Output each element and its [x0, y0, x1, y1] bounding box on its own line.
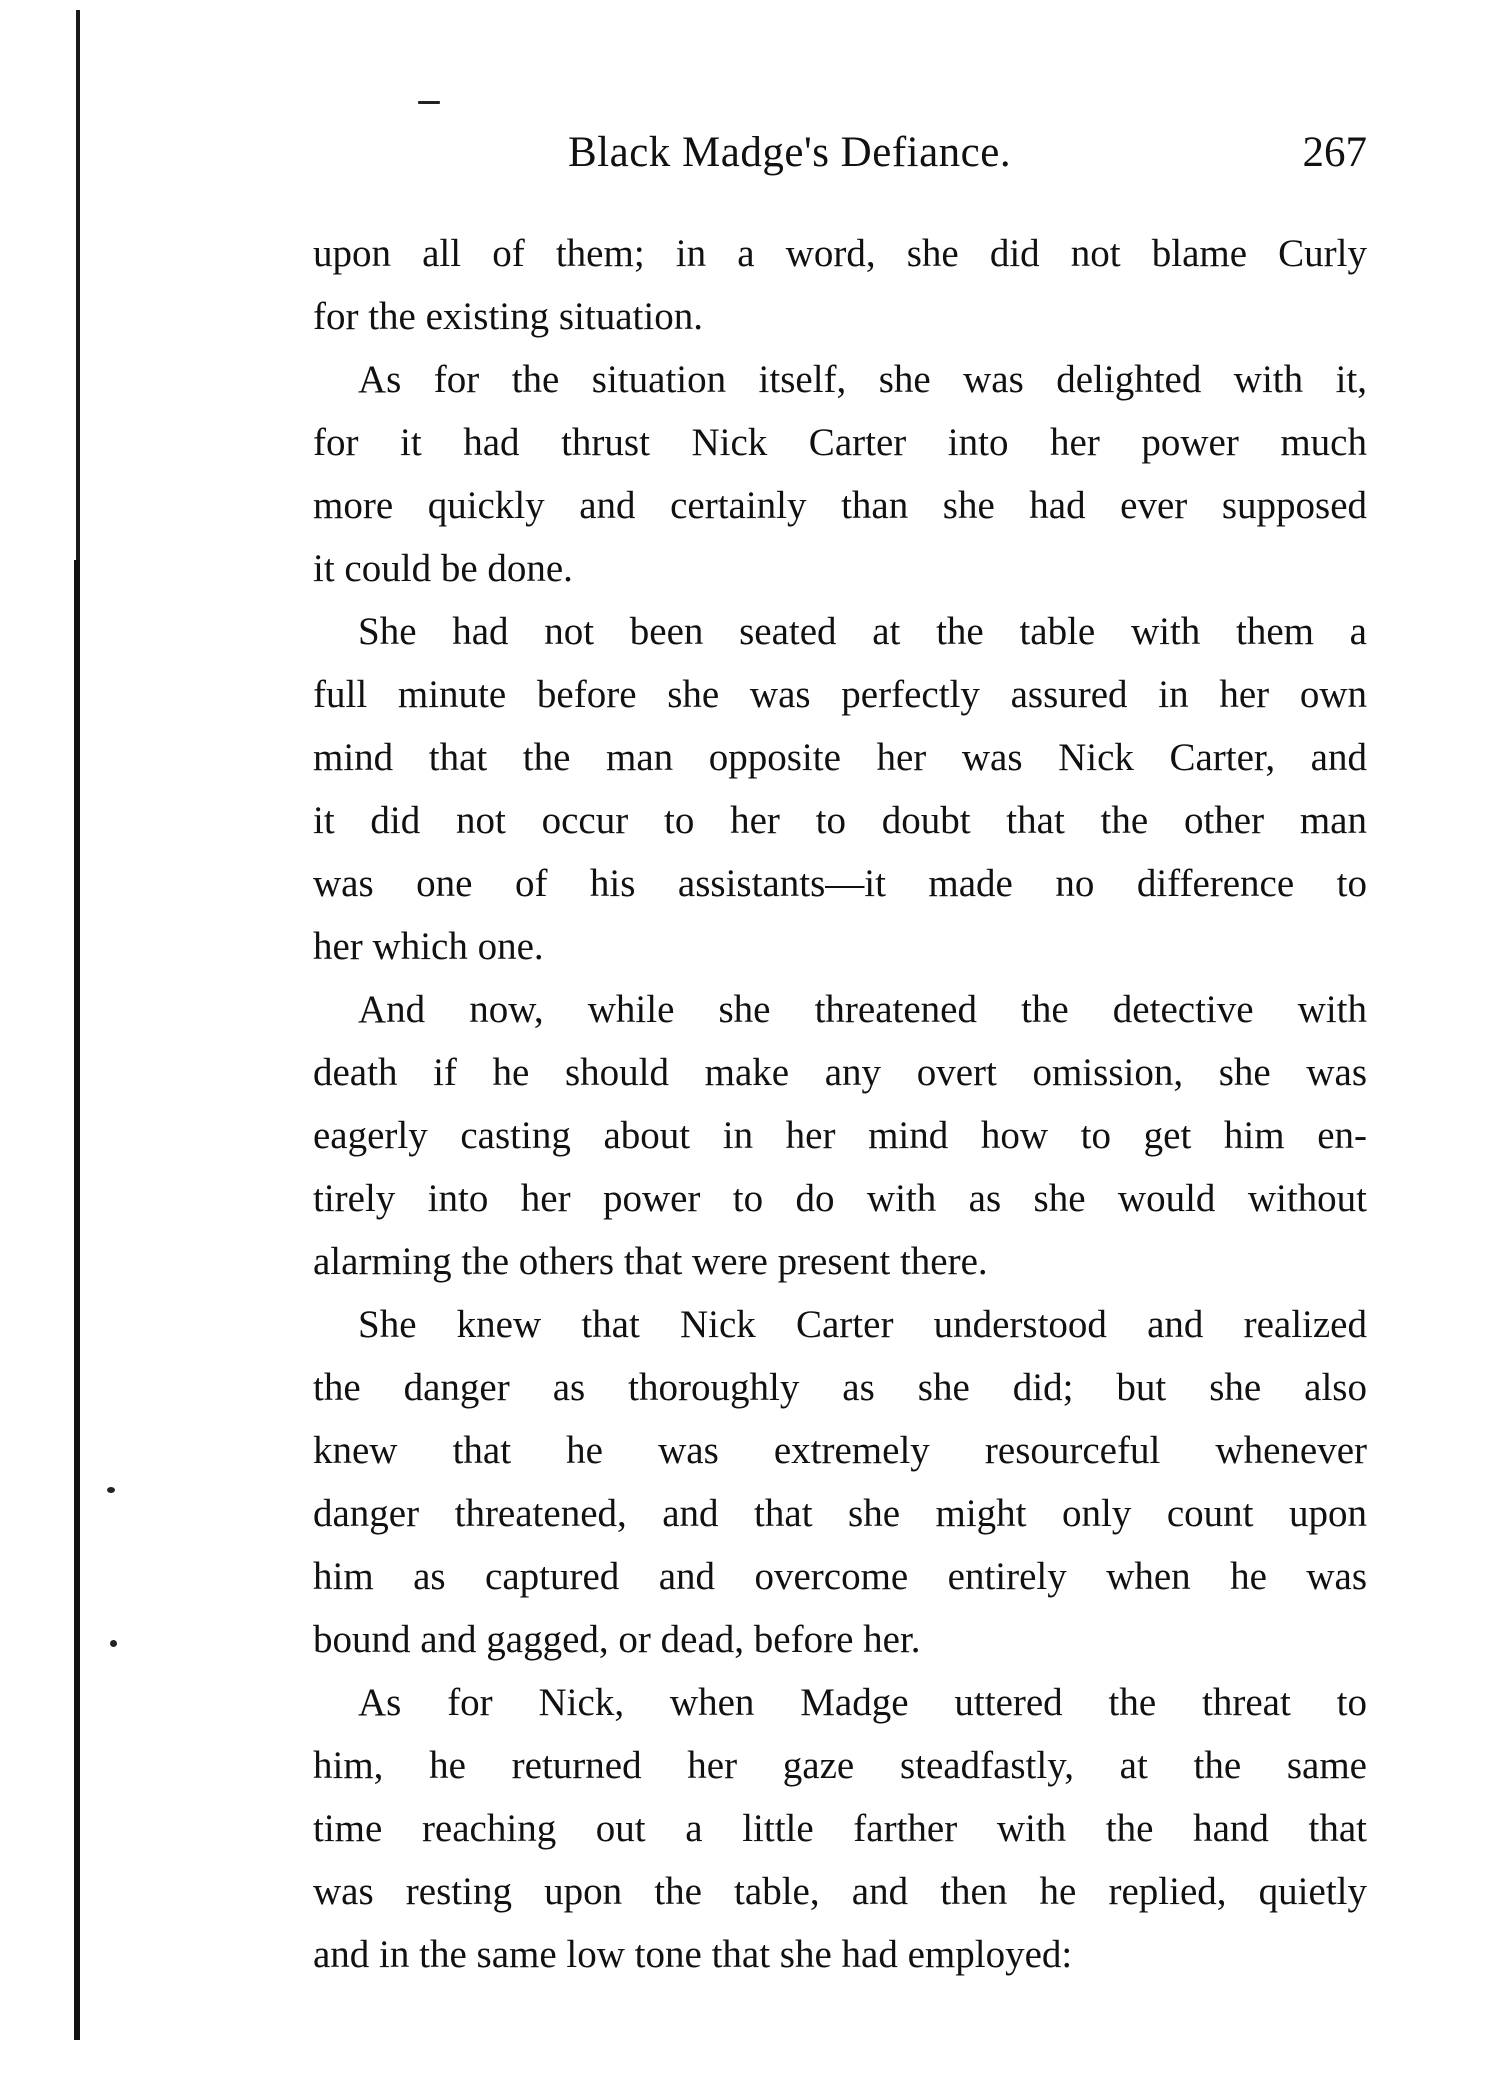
scan-speck [110, 1640, 117, 1647]
text-line: him, he returned her gaze steadfastly, at the same [313, 1744, 1367, 1787]
text-line: alarming the others that were present there. [313, 1240, 988, 1283]
text-line: danger threatened, and that she might only count upon [313, 1492, 1367, 1535]
page-body [313, 222, 1367, 1986]
paragraph [313, 348, 1367, 600]
text-line: her which one. [313, 925, 544, 968]
scan-speck [107, 1487, 115, 1493]
paragraph [313, 1671, 1367, 1986]
paragraph [313, 600, 1367, 978]
text-line: full minute before she was perfectly assured in her own [313, 673, 1367, 716]
text-line: for the existing situation. [313, 295, 703, 338]
text-line: bound and gagged, or dead, before her. [313, 1618, 921, 1661]
text-line: As for the situation itself, she was delighted with it, [358, 358, 1367, 401]
text-line: for it had thrust Nick Carter into her power much [313, 421, 1367, 464]
text-line: was resting upon the table, and then he replied, quietly [313, 1870, 1367, 1913]
text-line: more quickly and certainly than she had ever supposed [313, 484, 1367, 527]
text-line: it could be done. [313, 547, 573, 590]
text-line: upon all of them; in a word, she did not blame Curly [313, 232, 1367, 275]
running-header [313, 128, 1367, 188]
text-line: and in the same low tone that she had employed: [313, 1933, 1073, 1976]
text-line: was one of his assistants—it made no difference to [313, 862, 1367, 905]
scan-speck [418, 101, 440, 104]
paragraph [313, 978, 1367, 1293]
text-line: knew that he was extremely resourceful whenever [313, 1429, 1367, 1472]
paragraph [313, 1293, 1367, 1671]
text-line: the danger as thoroughly as she did; but she also [313, 1366, 1367, 1409]
text-line: She had not been seated at the table with them a [358, 610, 1367, 653]
paragraph [313, 222, 1367, 348]
chapter-title: Black Madge's Defiance. [568, 129, 1012, 176]
text-line: mind that the man opposite her was Nick Carter, and [313, 736, 1367, 779]
page-binding-shadow [74, 560, 80, 2040]
text-line: And now, while she threatened the detective with [358, 988, 1367, 1031]
text-line: him as captured and overcome entirely when he was [313, 1555, 1367, 1598]
text-line: it did not occur to her to doubt that the other man [313, 799, 1367, 842]
text-line: She knew that Nick Carter understood and realized [358, 1303, 1367, 1346]
text-line: time reaching out a little farther with the hand that [313, 1807, 1367, 1850]
text-line: death if he should make any overt omission, she was [313, 1051, 1367, 1094]
text-line: As for Nick, when Madge uttered the threat to [358, 1681, 1367, 1724]
text-line: eagerly casting about in her mind how to get him en- [313, 1114, 1367, 1157]
page-number: 267 [1302, 129, 1367, 176]
text-line: tirely into her power to do with as she would without [313, 1177, 1367, 1220]
